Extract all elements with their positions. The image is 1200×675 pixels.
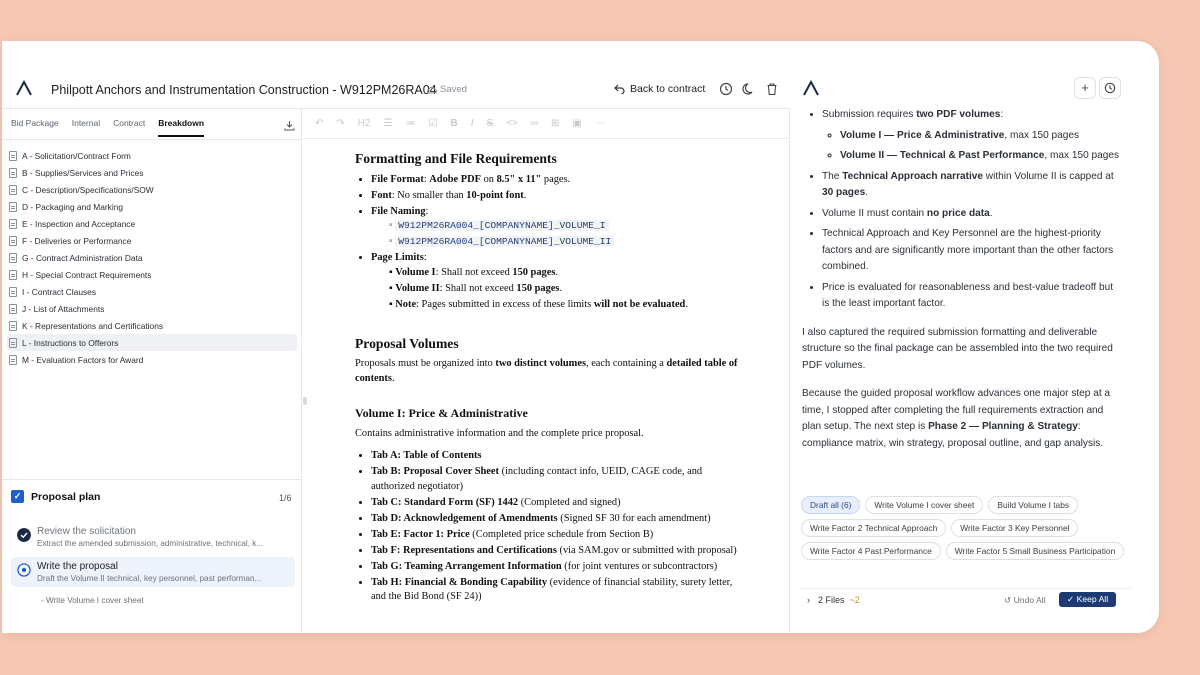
section-label: M - Evaluation Factors for Award <box>22 354 144 365</box>
list-item: • Tab F: Representations and Certifications (via SAM.gov or submitted with proposal) <box>371 544 745 559</box>
plan-step-review[interactable] <box>11 522 295 552</box>
section-list <box>7 147 297 368</box>
history-icon <box>1104 82 1116 94</box>
section-item[interactable] <box>7 249 297 266</box>
list-item: • Tab H: Financial & Bonding Capability (evidence of financial stability, surety letter, and the Bid Bond (SF 24)) <box>371 576 745 605</box>
list-item: ▪ Volume II: Shall not exceed 150 pages. <box>389 282 563 294</box>
plan-title: Proposal plan <box>31 490 101 503</box>
history-icon[interactable] <box>719 82 733 96</box>
resize-handle[interactable] <box>303 397 307 405</box>
document-body <box>355 149 745 606</box>
section-item[interactable] <box>7 300 297 317</box>
section-label: K - Representations and Certifications <box>22 320 164 331</box>
left-panel <box>2 109 302 633</box>
list-item: • Tab D: Acknowledgement of Amendments (Signed SF 30 for each amendment) <box>371 512 745 527</box>
suggestion-chip[interactable]: Write Factor 4 Past Performance <box>801 542 941 560</box>
redo-icon[interactable]: ↷ <box>336 118 345 129</box>
section-label: J - List of Attachments <box>22 303 105 314</box>
list-item: • Tab C: Standard Form (SF) 1442 (Completed and signed) <box>371 496 745 511</box>
section-item[interactable] <box>7 266 297 283</box>
proposal-plan <box>2 479 302 633</box>
list-item: ◦ Volume II — Technical & Past Performance, max 150 pages <box>840 148 1122 165</box>
section-label: H - Special Contract Requirements <box>22 269 152 280</box>
document-icon <box>9 304 17 314</box>
document-icon <box>9 321 17 331</box>
back-label: Back to contract <box>630 83 706 95</box>
app-logo-icon <box>16 80 32 96</box>
list-item: • Font: No smaller than 10-point font. <box>371 189 745 204</box>
suggestion-chips <box>801 496 1131 560</box>
heading-volume-1: Volume I: Price & Administrative <box>355 406 528 420</box>
document-icon <box>9 168 17 178</box>
document-editor <box>303 109 790 633</box>
strikethrough-icon[interactable]: S <box>486 118 494 129</box>
document-icon <box>9 355 17 365</box>
step-description: Extract the amended submission, administrative, technical, k... <box>37 539 264 548</box>
list-item: ◦ W912PM26RA004_[COMPANYNAME]_VOLUME_I <box>389 219 745 234</box>
download-icon[interactable] <box>284 120 295 131</box>
heading-select[interactable]: H2 <box>357 118 371 129</box>
back-to-contract-button[interactable] <box>614 83 705 95</box>
list-item: • Page Limits: ▪ Volume I: Shall not exceed 150 pages. ▪ Volume II: Shall not exceed 150 pages. ▪ Note: Pages submitted in excess of these limits will not be evaluated. <box>371 251 745 312</box>
list-item: • Technical Approach and Key Personnel are the highest-priority factors and are significantly more important than the other factors combined. <box>822 226 1122 276</box>
section-item[interactable] <box>7 147 297 164</box>
undo-arrow-icon <box>614 84 625 94</box>
chat-history-button[interactable] <box>1099 77 1121 99</box>
heading-volumes: Proposal Volumes <box>355 335 459 351</box>
list-item: ◦ W912PM26RA004_[COMPANYNAME]_VOLUME_II <box>389 235 745 250</box>
saved-status <box>426 84 467 95</box>
suggestion-chip[interactable]: Build Volume I tabs <box>988 496 1078 514</box>
new-chat-button[interactable]: + <box>1074 77 1096 99</box>
document-icon <box>9 253 17 263</box>
document-icon <box>9 287 17 297</box>
section-item[interactable] <box>7 198 297 215</box>
section-item[interactable] <box>7 351 297 368</box>
document-icon <box>9 185 17 195</box>
tab-bid-package[interactable]: Bid Package <box>11 118 59 128</box>
document-icon <box>9 219 17 229</box>
code-icon[interactable]: <> <box>506 118 518 129</box>
editor-toolbar <box>303 109 790 139</box>
editor-header <box>2 41 790 109</box>
suggestion-chip[interactable]: Write Factor 2 Technical Approach <box>801 519 946 537</box>
document-icon <box>9 270 17 280</box>
suggestion-chip[interactable]: Write Volume I cover sheet <box>865 496 983 514</box>
check-circle-icon <box>17 528 31 542</box>
tab-internal[interactable]: Internal <box>71 118 101 128</box>
suggestion-chip[interactable]: Write Factor 5 Small Business Participation <box>946 542 1124 560</box>
italic-icon[interactable]: I <box>470 118 474 129</box>
changes-footer <box>801 588 1131 610</box>
list-item: • File Format: Adobe PDF on 8.5" x 11" pages. <box>371 173 745 188</box>
section-item[interactable] <box>7 215 297 232</box>
list-item: ▪ Note: Pages submitted in excess of these limits will not be evaluated. <box>389 298 688 310</box>
files-count[interactable]: 2 Files <box>818 594 845 605</box>
more-icon[interactable]: ⋯ <box>594 118 605 129</box>
section-label: I - Contract Clauses <box>22 286 97 297</box>
document-icon <box>9 338 17 348</box>
plan-header[interactable] <box>11 490 100 503</box>
bullet-list-icon[interactable]: ☰ <box>383 118 393 129</box>
volume-1-tabs <box>371 449 745 605</box>
section-item[interactable] <box>7 317 297 334</box>
plan-step-write[interactable] <box>11 557 295 587</box>
assistant-logo-icon <box>803 80 819 96</box>
list-item: • Tab A: Table of Contents <box>371 449 745 464</box>
undo-all-button[interactable]: ↺ Undo All <box>1004 595 1046 605</box>
section-label: G - Contract Administration Data <box>22 252 143 263</box>
paragraph: Because the guided proposal workflow advances one major step at a time, I stopped after completing the full requirements extraction and plan setup. The next step is Phase 2 — Planning & Strategy: compliance matrix, win strategy, proposal outline, and gap analysis. <box>802 388 1111 449</box>
section-label: L - Instructions to Offerors <box>22 337 119 348</box>
image-icon[interactable]: ▣ <box>572 118 582 129</box>
page-title: Philpott Anchors and Instrumentation Construction - W912PM26RA04 <box>51 83 437 97</box>
step-title: Review the solicitation <box>37 526 136 537</box>
section-label: D - Packaging and Marking <box>22 201 124 212</box>
document-icon <box>9 202 17 212</box>
step-description: Draft the Volume II technical, key personnel, past performan... <box>37 574 262 583</box>
in-progress-icon <box>17 563 31 577</box>
tab-contract[interactable]: Contract <box>113 118 146 128</box>
section-item[interactable] <box>7 283 297 300</box>
list-item: • Tab G: Teaming Arrangement Information (for joint ventures or subcontractors) <box>371 560 745 575</box>
link-icon[interactable]: ∞ <box>530 118 539 129</box>
document-icon <box>9 236 17 246</box>
saved-label: Saved <box>440 84 467 95</box>
paragraph: Contains administrative information and the complete price proposal. <box>355 427 644 439</box>
bold-icon[interactable]: B <box>450 118 458 129</box>
list-item: • Submission requires two PDF volumes: ◦ Volume I — Price & Administrative, max 150 pages ◦ Volume II — Technical & Past Performance, max 150 pages <box>822 107 1122 165</box>
list-item: • Tab E: Factor 1: Price (Completed price schedule from Section B) <box>371 528 745 543</box>
cloud-icon <box>426 86 437 94</box>
step-title: Write the proposal <box>37 561 118 572</box>
list-item: ◦ Volume I — Price & Administrative, max 150 pages <box>840 128 1122 145</box>
heading-formatting: Formatting and File Requirements <box>355 151 557 166</box>
app-window <box>2 41 1159 633</box>
assistant-message <box>802 107 1122 452</box>
document-icon <box>9 151 17 161</box>
list-item: • File Naming: ◦ W912PM26RA004_[COMPANYNAME]_VOLUME_I ◦ W912PM26RA004_[COMPANYNAME]_VOLUME_II <box>371 205 745 250</box>
list-item: • Price is evaluated for reasonableness and best-value tradeoff but is the least important factor. <box>822 280 1122 313</box>
trash-icon[interactable] <box>765 82 779 96</box>
formatting-list <box>371 173 745 313</box>
list-item: • Volume II must contain no price data. <box>822 206 1122 223</box>
list-item: • The Technical Approach narrative within Volume II is capped at 30 pages. <box>822 169 1122 202</box>
paragraph: Proposals must be organized into two distinct volumes, each containing a detailed table of contents. <box>355 358 738 384</box>
section-item[interactable] <box>7 232 297 249</box>
section-label: C - Description/Specifications/SOW <box>22 184 154 195</box>
list-item: ▪ Volume I: Shall not exceed 150 pages. <box>389 266 558 278</box>
paragraph: I also captured the required submission formatting and deliverable structure so the final package can be assembled into the two required PDF volumes. <box>802 326 1113 371</box>
moon-icon[interactable] <box>742 82 756 96</box>
list-item: • Tab B: Proposal Cover Sheet (including contact info, UEID, CAGE code, and authorized negotiator) <box>371 465 745 494</box>
section-label: E - Inspection and Acceptance <box>22 218 136 229</box>
section-item[interactable] <box>7 334 297 351</box>
undo-icon[interactable]: ↶ <box>315 118 324 129</box>
numbered-list-icon[interactable]: ≔ <box>405 118 416 129</box>
assistant-panel <box>791 41 1159 633</box>
plan-progress: 1/6 <box>279 493 292 503</box>
section-label: B - Supplies/Services and Prices <box>22 167 144 178</box>
checklist-icon[interactable]: ☑ <box>428 118 438 129</box>
section-item[interactable] <box>7 164 297 181</box>
table-icon[interactable]: ⊞ <box>551 118 560 129</box>
section-label: A - Solicitation/Contract Form <box>22 150 131 161</box>
expand-chevron-icon[interactable]: › <box>807 594 810 605</box>
checkbox-icon: ✓ <box>11 490 24 503</box>
section-label: F - Deliveries or Performance <box>22 235 132 246</box>
panel-tabs <box>11 118 204 137</box>
suggestion-chip[interactable]: Write Factor 3 Key Personnel <box>951 519 1078 537</box>
files-delta: ~2 <box>849 594 860 605</box>
plan-substep[interactable]: - Write Volume I cover sheet <box>41 596 144 605</box>
tabs-divider <box>2 139 302 140</box>
keep-all-button[interactable]: ✓ Keep All <box>1059 592 1116 607</box>
section-item[interactable] <box>7 181 297 198</box>
tab-breakdown[interactable]: Breakdown <box>158 118 204 137</box>
draft-all-chip[interactable]: Draft all (6) <box>801 496 860 514</box>
